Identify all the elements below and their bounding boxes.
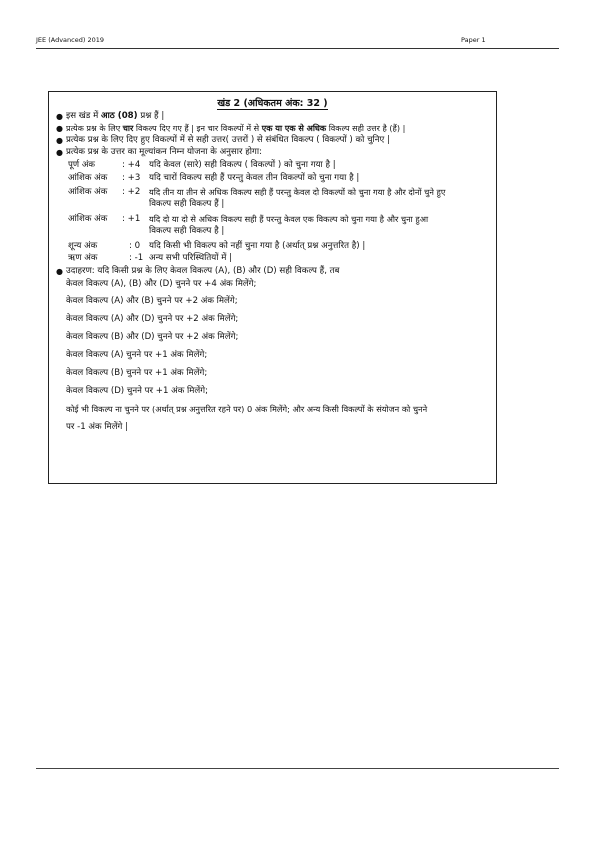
scheme-desc-cont: विकल्प सही विकल्प है | <box>149 226 225 236</box>
example-line: केवल विकल्प (A) और (B) चुनने पर +2 अंक मिलेंगे; <box>66 296 238 306</box>
scheme-desc-cont: विकल्प सही विकल्प हैं | <box>149 199 225 209</box>
paper-number: Paper 1 <box>461 36 486 44</box>
bullet-icon: ● <box>56 124 63 133</box>
example-line: केवल विकल्प (A) चुनने पर +1 अंक मिलेंगे; <box>66 350 208 360</box>
scheme-desc: यदि किसी भी विकल्प को नहीं चुना गया है (अर्थात् प्रश्न अनुत्तरित है) | <box>149 241 366 251</box>
scheme-desc: यदि चारों विकल्प सही हैं परन्तु केवल तीन विकल्पों को चुना गया है | <box>149 173 360 183</box>
example-line: केवल विकल्प (D) चुनने पर +1 अंक मिलेंगे; <box>66 386 208 396</box>
bullet-icon: ● <box>56 136 63 145</box>
scheme-label: ऋण अंक <box>68 253 98 263</box>
scheme-desc: अन्य सभी परिस्थितियों में | <box>149 253 232 263</box>
exam-name: JEE (Advanced) 2019 <box>36 36 104 44</box>
scheme-mark: : +4 <box>122 160 141 170</box>
scheme-label: आंशिक अंक <box>68 187 108 197</box>
footer-rule <box>36 768 559 769</box>
bullet-icon: ● <box>56 148 63 157</box>
bullet-4: प्रत्येक प्रश्न के उत्तर का मूल्यांकन निम्न योजना के अनुसार होगा: <box>66 147 262 157</box>
bullet-1: इस खंड में आठ (08) प्रश्न हैं | <box>66 111 165 121</box>
instructions-box <box>48 91 497 484</box>
scheme-label: शून्य अंक <box>68 241 98 251</box>
scheme-desc: यदि तीन या तीन से अधिक विकल्प सही हैं परन्तु केवल दो विकल्पों को चुना गया है और दोनों चुने हुए <box>149 187 446 197</box>
example-line: केवल विकल्प (A), (B) और (D) चुनने पर +4 अंक मिलेंगे; <box>66 279 257 289</box>
example-intro: उदाहरण: यदि किसी प्रश्न के लिए केवल विकल्प (A), (B) और (D) सही विकल्प हैं, तब <box>66 266 340 276</box>
scheme-mark: : 0 <box>129 241 141 251</box>
example-line: केवल विकल्प (A) और (D) चुनने पर +2 अंक मिलेंगे; <box>66 314 239 324</box>
scheme-desc: यदि केवल (सारे) सही विकल्प ( विकल्पों ) को चुना गया है | <box>149 160 336 170</box>
bullet-icon: ● <box>56 267 63 276</box>
scheme-mark: : +1 <box>122 214 141 224</box>
section-title: खंड 2 (अधिकतम अंक: 32 ) <box>217 98 328 109</box>
scheme-label: आंशिक अंक <box>68 214 108 224</box>
scheme-desc: यदि दो या दो से अधिक विकल्प सही हैं परन्तु केवल एक विकल्प को चुना गया है और चुना हुआ <box>149 214 429 224</box>
scheme-mark: : +3 <box>122 173 141 183</box>
scheme-mark: : +2 <box>122 187 141 197</box>
example-line: केवल विकल्प (B) चुनने पर +1 अंक मिलेंगे; <box>66 368 208 378</box>
closing-line: कोई भी विकल्प ना चुनने पर (अर्थात् प्रश्न अनुत्तरित रहने पर) 0 अंक मिलेंगे; और अन्य किसी विकल्पों के संयोजन को चुनने <box>66 404 428 414</box>
bullet-2: प्रत्येक प्रश्न के लिए चार विकल्प दिए गए हैं | इन चार विकल्पों में से एक या एक से अधिक विकल्प सही उत्तर है (हैं) | <box>66 123 406 133</box>
example-line: केवल विकल्प (B) और (D) चुनने पर +2 अंक मिलेंगे; <box>66 332 239 342</box>
bullet-icon: ● <box>56 112 63 121</box>
closing-line: पर -1 अंक मिलेंगे | <box>66 422 128 432</box>
bullet-3: प्रत्येक प्रश्न के लिए दिए हुए विकल्पों में से सही उत्तर( उत्तरों ) से संबंधित विकल्प ( विकल्पों ) को चुनिए | <box>66 135 390 145</box>
scheme-label: आंशिक अंक <box>68 173 108 183</box>
scheme-label: पूर्ण अंक <box>68 160 95 170</box>
page-header <box>36 36 559 49</box>
scheme-mark: : -1 <box>129 253 144 263</box>
